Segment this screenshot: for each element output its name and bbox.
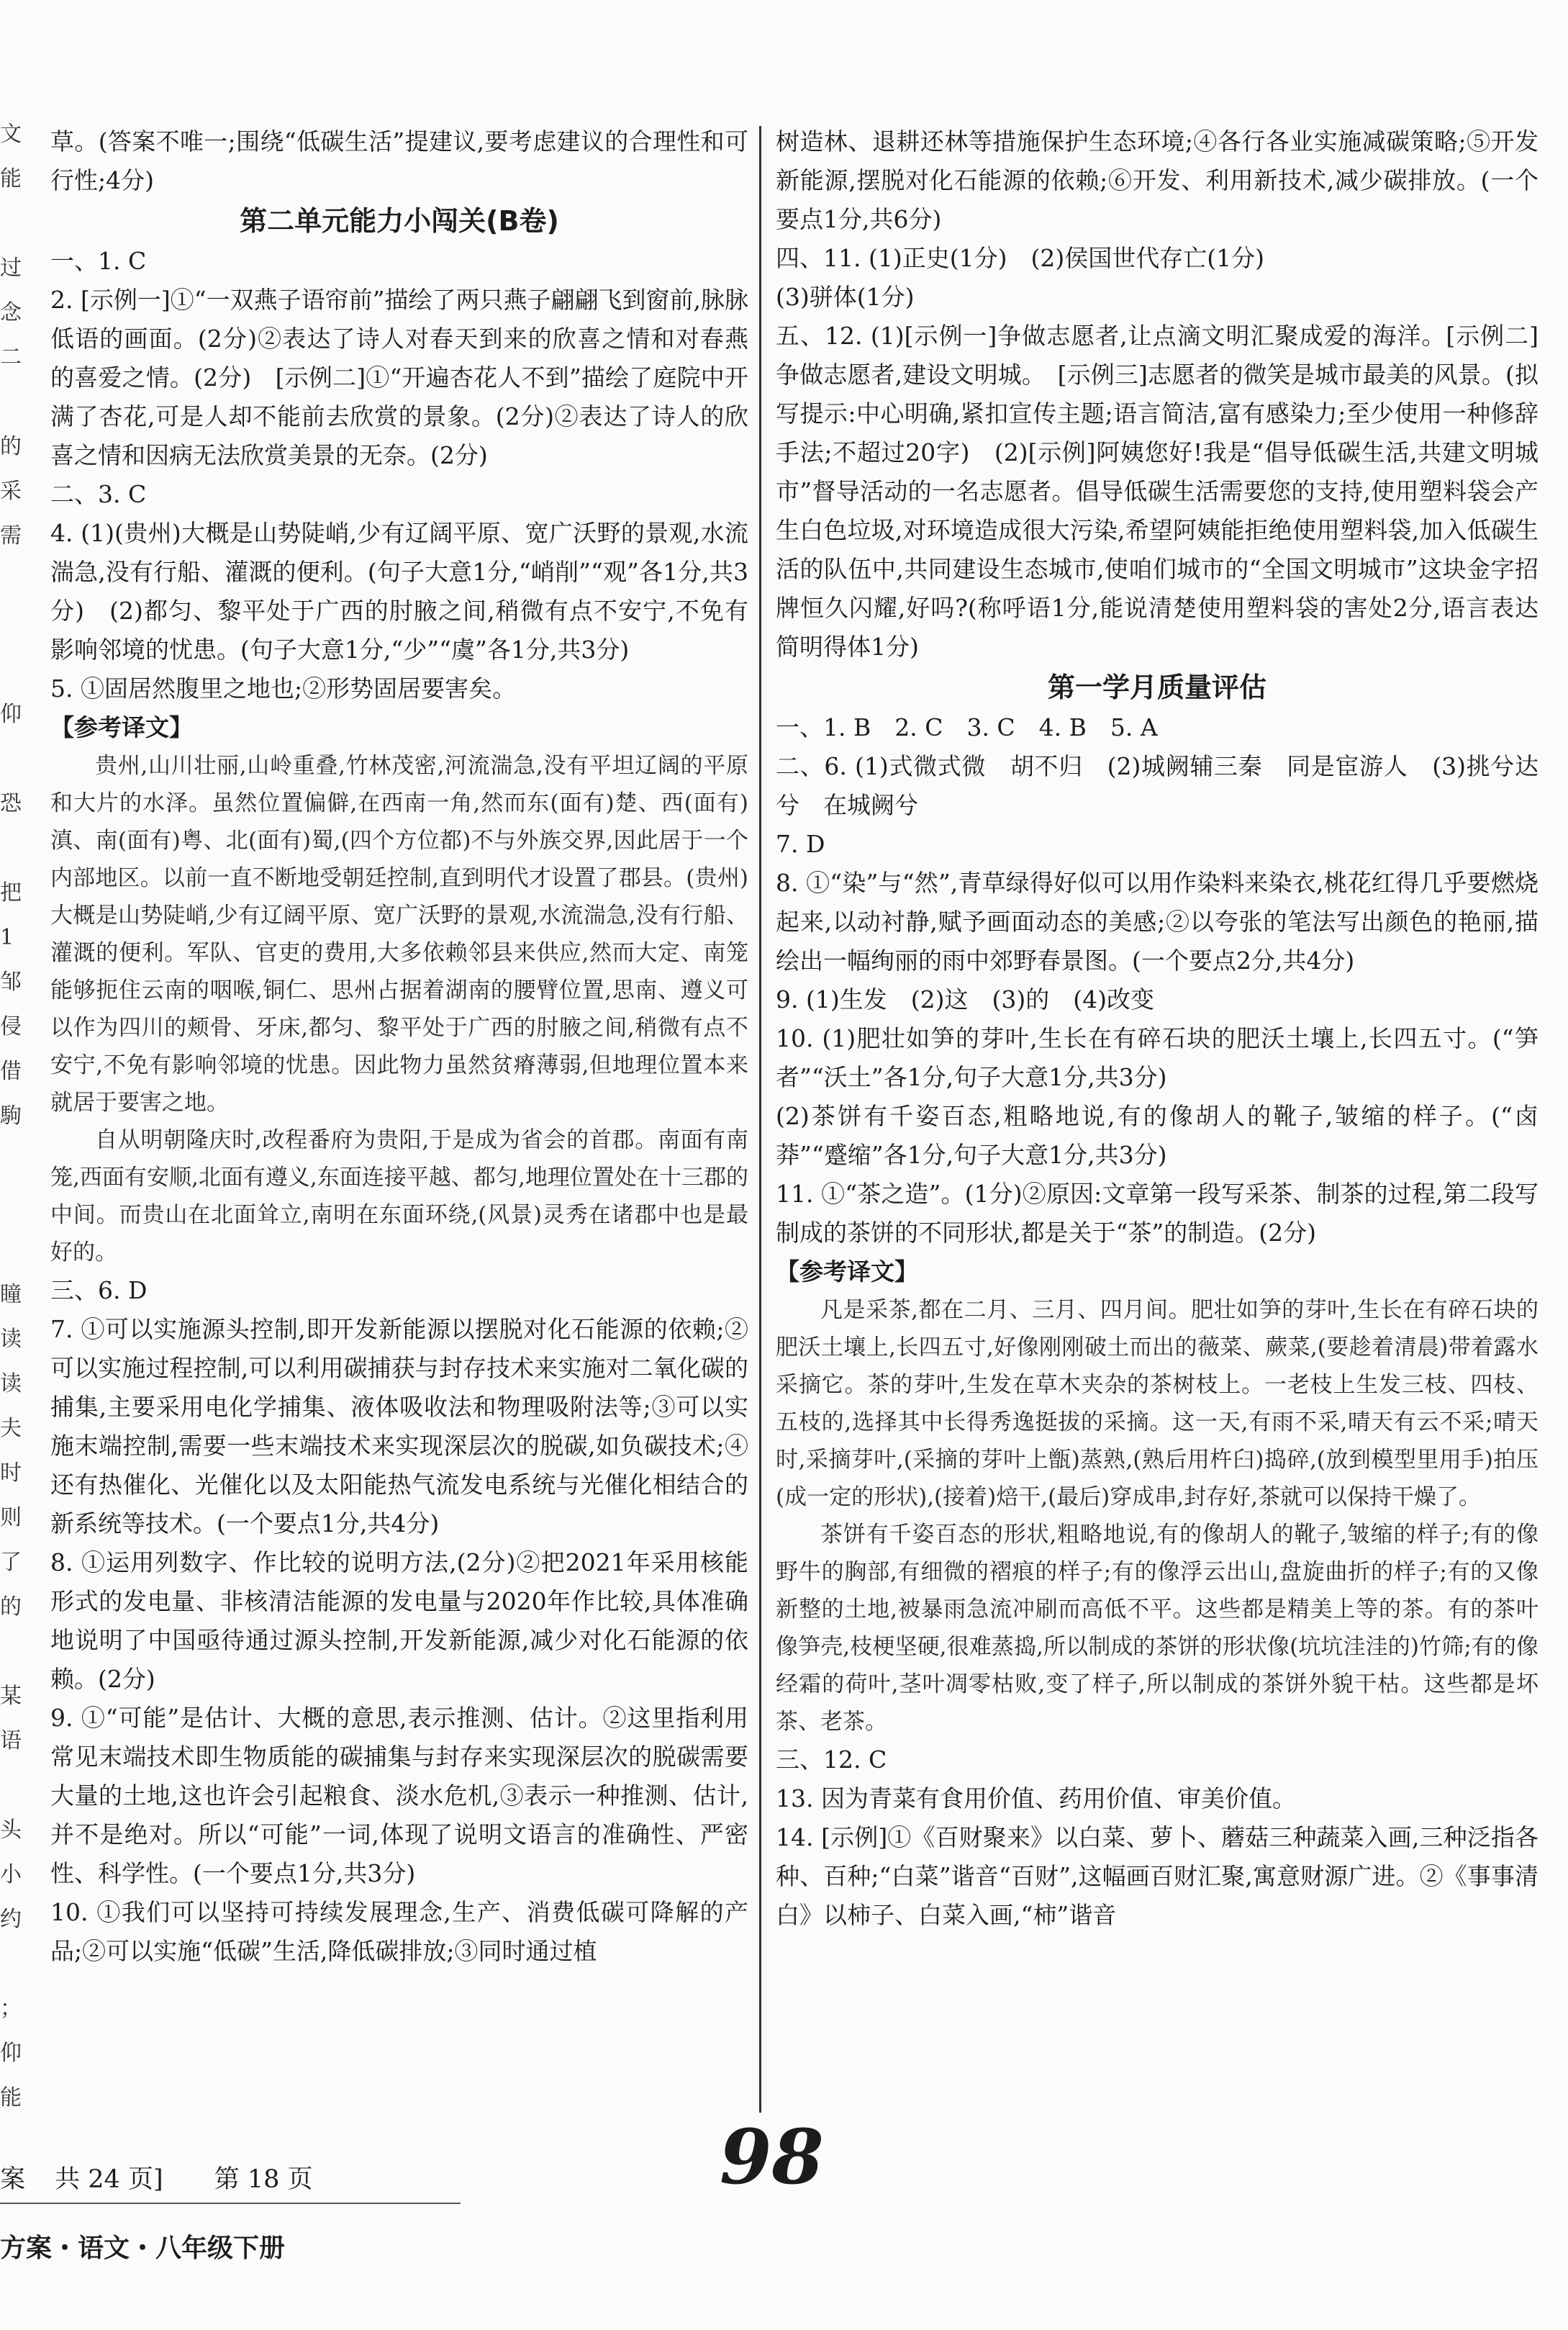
margin-char: 文 (0, 122, 22, 147)
answer-paragraph: 9. (1)生发 (2)这 (3)的 (4)改变 (776, 985, 1154, 1013)
margin-char: 把 (0, 880, 22, 906)
left-margin-fragments (0, 115, 22, 2123)
translation-paragraph: 自从明朝隆庆时,改程番府为贵阳,于是成为省会的首郡。南面有南笼,西面有安顺,北面有遵义,东面连接平越、都匀,地理位置处在十三郡的中间。而贵山在北面耸立,南明在东面环绕,(风景)灵秀在诸郡中也是最好的。 (50, 1127, 748, 1265)
margin-char: 则 (0, 1505, 22, 1530)
footer-left-fragment: 案 (0, 2165, 26, 2194)
column-divider (759, 126, 761, 2113)
margin-char: ； (0, 1996, 22, 2021)
answer-paragraph: 8. ①“染”与“然”,青草绿得好似可以用作染料来染衣,桃花红得几乎要燃烧起来,以动衬静,赋予画面动态的美感;②以夸张的笔法写出颜色的艳丽,描绘出一幅绚丽的雨中郊野春景图。(一个要点2分,共4分) (776, 869, 1538, 975)
translation-paragraph: 茶饼有千姿百态的形状,粗略地说,有的像胡人的靴子,皱缩的样子;有的像野牛的胸部,有细微的褶痕的样子;有的像浮云出山,盘旋曲折的样子;有的又像新整的土地,被暴雨急流冲刷而高低不平。这些都是精美上等的茶。有的茶叶像笋壳,枝梗坚硬,很难蒸捣,所以制成的茶饼的形状像(坑坑洼洼的)竹筛;有的像经霜的荷叶,茎叶凋零枯败,变了样子,所以制成的茶饼外貌干枯。这些都是坏茶、老茶。 (776, 1522, 1538, 1735)
answer-paragraph: (3)骈体(1分) (776, 283, 915, 311)
answer-paragraph: 五、12. (1)[示例一]争做志愿者,让点滴文明汇聚成爱的海洋。[示例二]争做志愿者,建设文明城。 [示例三]志愿者的微笑是城市最美的风景。(拟写提示:中心明确,紧扣宣传主题;语言简洁,富有感染力;至少使用一种修辞手法;不超过20字) (2)[示例]阿姨您好!我是“倡导低碳生活,共建文明城市”督导活动的一名志愿者。倡导低碳生活需要您的支持,使用塑料袋会产生白色垃圾,对环境造成很大污染,希望阿姨能拒绝使用塑料袋,加入低碳生活的队伍中,共同建设生态城市,使咱们城市的“全国文明城市”这块金字招牌恒久闪耀,好吗?(称呼语1分,能说清楚使用塑料袋的害处2分,语言表达简明得体1分) (776, 322, 1538, 661)
answer-paragraph: 草。(答案不唯一;围绕“低碳生活”提建议,要考虑建议的合理性和可行性;4分) (50, 127, 748, 194)
margin-char (0, 383, 22, 428)
margin-char: 需 (0, 523, 22, 548)
margin-char (0, 1186, 22, 1231)
answer-paragraph: 5. ①固居然腹里之地也;②形势固居要害矣。 (50, 674, 517, 703)
answer-paragraph: (2)茶饼有千姿百态,粗略地说,有的像胡人的靴子,皱缩的样子。(“卤莽”“蹙缩”各1分,句子大意1分,共3分) (776, 1102, 1538, 1169)
margin-char: 头 (0, 1818, 22, 1843)
margin-char: 駒 (0, 1103, 22, 1129)
margin-char (0, 1231, 22, 1275)
answer-paragraph: 14. [示例]①《百财聚来》以白菜、萝卜、蘑菇三种蔬菜入画,三种泛指各种、百种;“白菜”谐音“百财”,这幅画百财汇聚,寓意财源广进。②《事事清白》以柿子、白菜入画,“柿”谐音 (776, 1823, 1538, 1929)
margin-char: 瞳 (0, 1282, 22, 1307)
margin-char (0, 561, 22, 606)
margin-char (0, 204, 22, 249)
margin-char: 念 (0, 300, 22, 325)
reference-translation-label: 【参考译文】 (50, 713, 193, 741)
answer-paragraph: 二、6. (1)式微式微 胡不归 (2)城阙辅三秦 同是宦游人 (3)挑兮达兮 在城阙兮 (776, 752, 1538, 819)
margin-char: 侵 (0, 1014, 22, 1039)
answer-paragraph: 2. [示例一]①“一双燕子语帘前”描绘了两只燕子翩翩飞到窗前,脉脉低语的画面。(2分)②表达了诗人对春天到来的欣喜之情和对春燕的喜爱之情。(2分) [示例二]①“开遍杏花人不到”描绘了庭院中开满了杏花,可是人却不能前去欣赏的景象。(2分)②表达了诗人的欣喜之情和因病无法欣赏美景的无奈。(2分) (50, 286, 748, 469)
translation-paragraph: 凡是采茶,都在二月、三月、四月间。肥壮如笋的芽叶,生长在有碎石块的肥沃土壤上,长四五寸,好像刚刚破土而出的薇菜、蕨菜,(要趁着清晨)带着露水采摘它。茶的芽叶,生发在草木夹杂的茶树枝上。一老枝上生发三枝、四枝、五枝的,选择其中长得秀逸挺拔的采摘。这一天,有雨不采,晴天有云不采;晴天时,采摘芽叶,(采摘的芽叶上甑)蒸熟,(熟后用杵臼)捣碎,(放到模型里用手)拍压(成一定的形状),(接着)焙干,(最后)穿成串,封存好,茶就可以保持干燥了。 (776, 1297, 1538, 1510)
answer-paragraph: 树造林、退耕还林等措施保护生态环境;④各行各业实施减碳策略;⑤开发新能源,摆脱对化石能源的依赖;⑥开发、利用新技术,减少碳排放。(一个要点1分,共6分) (776, 127, 1538, 233)
answer-paragraph: 9. ①“可能”是估计、大概的意思,表示推测、估计。②这里指利用常见末端技术即生物质能的碳捕集与封存来实现深层次的脱碳需要大量的土地,这也许会引起粮食、淡水危机,③表示一种推测、估计,并不是绝对。所以“可能”一词,体现了说明文语言的准确性、严密性、科学性。(一个要点1分,共3分) (50, 1704, 748, 1887)
margin-char (0, 1142, 22, 1186)
margin-char (0, 829, 22, 874)
margin-char (0, 1945, 22, 1990)
margin-char: 读 (0, 1327, 22, 1352)
answer-paragraph: 一、1. B 2. C 3. C 4. B 5. A (776, 713, 1158, 741)
margin-char: 的 (0, 434, 22, 459)
footer-total-pages: 共 24 页] (55, 2165, 163, 2194)
answer-paragraph: 11. ①“茶之造”。(1分)②原因:文章第一段写采茶、制茶的过程,第二段写制成的茶饼的不同形状,都是关于“茶”的制造。(2分) (776, 1180, 1538, 1247)
margin-char: 仰 (0, 2041, 22, 2066)
answer-paragraph: 一、1. C (50, 247, 147, 275)
margin-char: 某 (0, 1684, 22, 1709)
margin-char: 过 (0, 256, 22, 281)
margin-char: 仰 (0, 702, 22, 727)
section-heading: 第一学月质量评估 (1047, 672, 1266, 703)
margin-char: 约 (0, 1907, 22, 1932)
margin-char: 能 (0, 2085, 22, 2110)
margin-char: 二 (0, 345, 22, 370)
right-column (776, 122, 1538, 1935)
margin-char: 小 (0, 1862, 22, 1887)
answer-paragraph: 10. ①我们可以坚持可持续发展理念,生产、消费低碳可降解的产品;②可以实施“低碳”生活,降低碳排放;③同时通过植 (50, 1898, 748, 1965)
margin-char: 读 (0, 1371, 22, 1396)
margin-char (0, 651, 22, 695)
answer-paragraph: 四、11. (1)正史(1分) (2)侯国世代存亡(1分) (776, 244, 1264, 272)
translation-paragraph: 贵州,山川壮丽,山岭重叠,竹林茂密,河流湍急,没有平坦辽阔的平原和大片的水泽。虽然位置偏僻,在西南一角,然而东(面有)楚、西(面有)滇、南(面有)粤、北(面有)蜀,(四个方位都)不与外族交界,因此居于一个内部地区。以前一直不断地受朝廷控制,直到明代才设置了郡县。(贵州)大概是山势陡峭,少有辽阔平原、宽广沃野的景观,水流湍急,没有行船、灌溉的便利。军队、官吏的费用,大多依赖邻县来供应,然而大定、南笼能够扼住云南的咽喉,铜仁、思州占据着湖南的腰臂位置,思南、遵义可以作为四川的颊骨、牙床,都匀、黎平处于广西的肘腋之间,稍微有点不安宁,不免有影响邻境的忧患。因此物力虽然贫瘠薄弱,但地理位置本来就居于要害之地。 (50, 753, 748, 1116)
margin-char: 采 (0, 479, 22, 504)
margin-char: 时 (0, 1460, 22, 1486)
margin-char: 语 (0, 1728, 22, 1753)
reference-translation-label: 【参考译文】 (776, 1257, 918, 1286)
section-heading: 第二单元能力小闯关(B卷) (240, 205, 559, 237)
margin-char: 邹 (0, 970, 22, 995)
margin-char: 能 (0, 166, 22, 191)
page-number: 98 (720, 2113, 824, 2201)
margin-char: 恐 (0, 791, 22, 816)
margin-char (0, 1766, 22, 1811)
answer-paragraph: 10. (1)肥壮如笋的芽叶,生长在有碎石块的肥沃土壤上,长四五寸。(“笋者”“沃土”各1分,句子大意1分,共3分) (776, 1024, 1538, 1091)
margin-char: 1 (0, 925, 14, 950)
footer-book-title: 方案・语文・八年级下册 (0, 2233, 286, 2263)
answer-paragraph: 13. 因为青菜有食用价值、药用价值、审美价值。 (776, 1784, 1296, 1812)
footer-page-label: 第 18 页 (214, 2165, 313, 2194)
answer-paragraph: 4. (1)(贵州)大概是山势陡峭,少有辽阔平原、宽广沃野的景观,水流湍急,没有行船、灌溉的便利。(句子大意1分,“峭削”“观”各1分,共3分) (2)都匀、黎平处于广西的肘腋之间,稍微有点不安宁,不免有影响邻境的忧患。(句子大意1分,“少”“虞”各1分,共3分) (50, 519, 748, 664)
margin-char: 了 (0, 1550, 22, 1575)
margin-char (0, 606, 22, 651)
margin-char: 借 (0, 1059, 22, 1084)
footer-rule (0, 2203, 461, 2204)
footer-info (0, 2159, 461, 2195)
answer-paragraph: 三、12. C (776, 1746, 887, 1774)
answer-paragraph: 7. ①可以实施源头控制,即开发新能源以摆脱对化石能源的依赖;②可以实施过程控制,可以利用碳捕获与封存技术来实施对二氧化碳的捕集,主要采用电化学捕集、液体吸收法和物理吸附法等;③可以实施末端控制,需要一些末端技术来实现深层次的脱碳,如负碳技术;④还有热催化、光催化以及太阳能热气流发电系统与光催化相结合的新系统等技术。(一个要点1分,共4分) (50, 1315, 748, 1537)
margin-char (0, 1633, 22, 1677)
margin-char: 夫 (0, 1416, 22, 1441)
answer-paragraph: 7. D (776, 830, 825, 858)
margin-char: 的 (0, 1594, 22, 1620)
answer-paragraph: 8. ①运用列数字、作比较的说明方法,(2分)②把2021年采用核能形式的发电量、非核清洁能源的发电量与2020年作比较,具体准确地说明了中国亟待通过源头控制,开发新能源,减少对化石能源的依赖。(2分) (50, 1548, 748, 1693)
answer-paragraph: 二、3. C (50, 480, 147, 508)
margin-char (0, 740, 22, 785)
answer-paragraph: 三、6. D (50, 1276, 148, 1304)
left-column (50, 122, 748, 1971)
